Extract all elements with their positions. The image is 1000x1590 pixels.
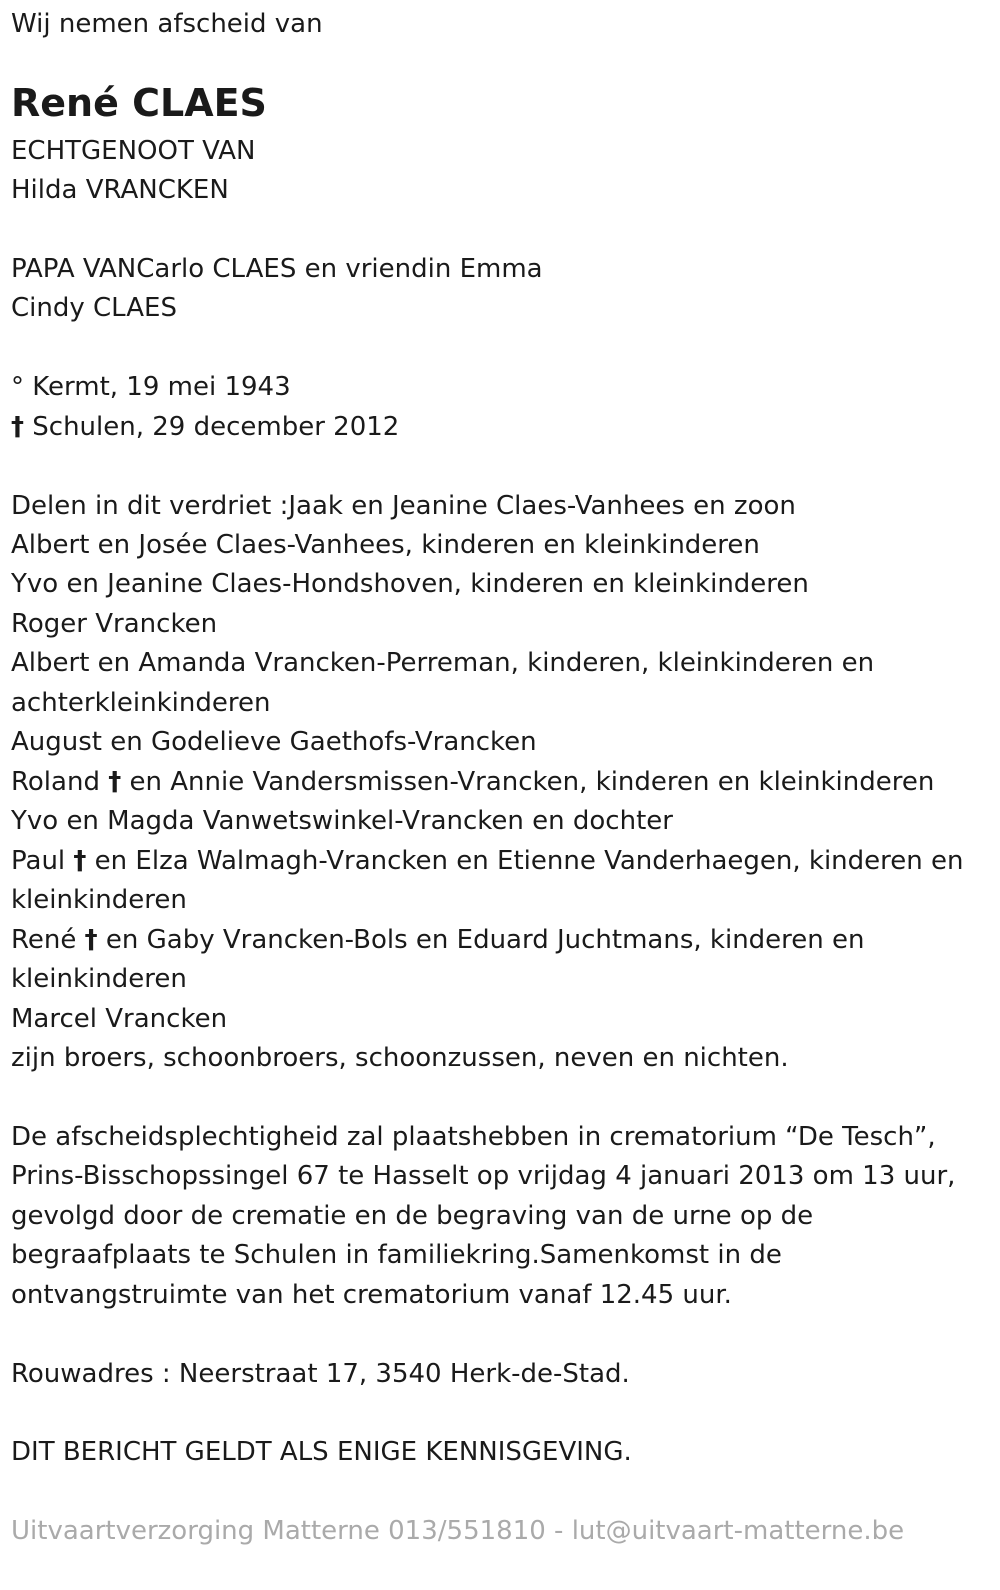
family-line-15: zijn broers, schoonbroers, schoonzussen, neven en nichten. [11,1043,789,1073]
children-line-2: Cindy CLAES [11,293,177,323]
family-line-9: Yvo en Magda Vanwetswinkel-Vrancken en dochter [11,806,673,836]
family-line-8 [11,763,934,802]
family-line-5: Albert en Amanda Vrancken-Perreman, kinderen, kleinkinderen en [11,648,875,678]
family-line-10-name: Paul [11,846,74,876]
notice-text: DIT BERICHT GELDT ALS ENIGE KENNISGEVING. [11,1437,632,1467]
death-info [11,408,399,447]
family-line-8-name: Roland [11,767,109,797]
death-text: Schulen, 29 december 2012 [24,412,400,442]
spouse-name: Hilda VRANCKEN [11,175,229,205]
cross-icon: † [73,846,87,876]
ceremony-line-3: gevolgd door de crematie en de begraving van de urne op de [11,1201,814,1231]
ceremony-line-2: Prins-Bisschopssingel 67 te Hasselt op vrijdag 4 januari 2013 om 13 uur, [11,1161,956,1191]
family-line-1: Delen in dit verdriet :Jaak en Jeanine Claes-Vanhees en zoon [11,491,796,521]
ceremony-line-5: ontvangstruimte van het crematorium vanaf 12.45 uur. [11,1280,732,1310]
intro-text: Wij nemen afscheid van [11,9,323,39]
family-line-10 [11,842,964,881]
family-line-12-rest: en Gaby Vrancken-Bols en Eduard Juchtmans, kinderen en [97,925,865,955]
family-line-12-name: René [11,925,85,955]
children-line-1: PAPA VANCarlo CLAES en vriendin Emma [11,254,543,284]
cross-icon: † [84,925,98,955]
family-line-11: kleinkinderen [11,885,187,915]
family-line-12 [11,921,865,960]
family-line-10-rest: en Elza Walmagh-Vrancken en Etienne Vanderhaegen, kinderen en [86,846,964,876]
ceremony-line-4: begraafplaats te Schulen in familiekring.Samenkomst in de [11,1240,782,1270]
family-line-8-rest: en Annie Vandersmissen-Vrancken, kinderen en kleinkinderen [121,767,935,797]
footer-contact: Uitvaartverzorging Matterne 013/551810 - lut@uitvaart-matterne.be [11,1516,905,1546]
spouse-label: ECHTGENOOT VAN [11,136,256,166]
family-line-4: Roger Vrancken [11,609,218,639]
family-line-2: Albert en Josée Claes-Vanhees, kinderen en kleinkinderen [11,530,760,560]
birth-info: ° Kermt, 19 mei 1943 [11,372,291,402]
family-line-6: achterkleinkinderen [11,688,271,718]
cross-icon: † [108,767,122,797]
family-line-3: Yvo en Jeanine Claes-Hondshoven, kinderen en kleinkinderen [11,569,809,599]
family-line-7: August en Godelieve Gaethofs-Vrancken [11,727,537,757]
cross-icon: † [11,412,24,442]
family-line-14: Marcel Vrancken [11,1004,228,1034]
address-text: Rouwadres : Neerstraat 17, 3540 Herk-de-Stad. [11,1359,630,1389]
deceased-name: René CLAES [11,81,267,125]
family-line-13: kleinkinderen [11,964,187,994]
ceremony-line-1: De afscheidsplechtigheid zal plaatshebben in crematorium “De Tesch”, [11,1122,936,1152]
